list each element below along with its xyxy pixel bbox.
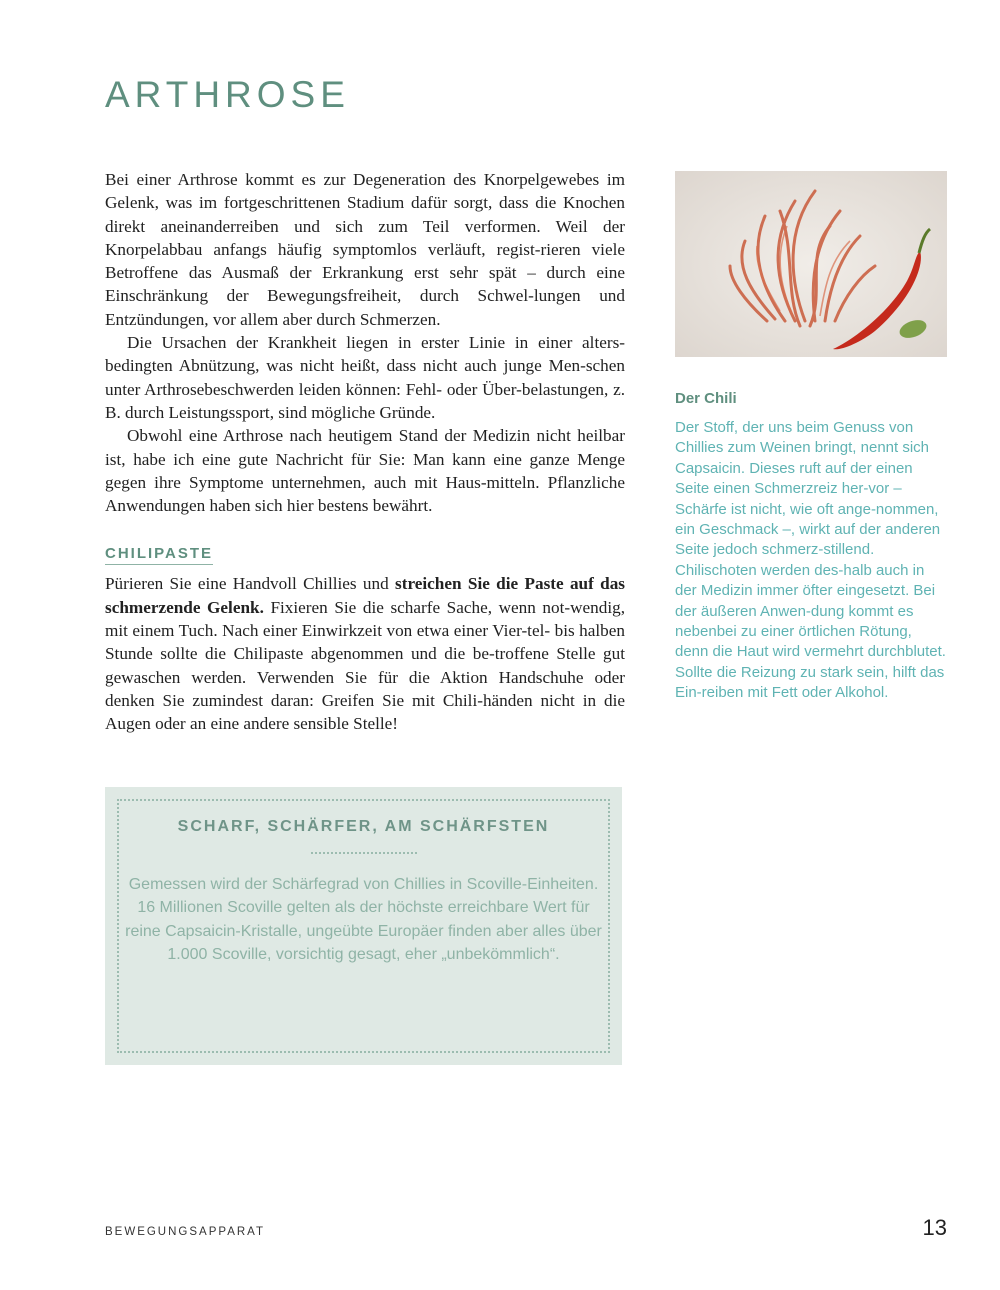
footer-section-label: BEWEGUNGSAPPARAT xyxy=(105,1226,266,1238)
paragraph-intro: Bei einer Arthrose kommt es zur Degeneration des Knorpelgewebes im Gelenk, was im fortgeschrittenen Stadium dafür sorgt, dass die Knochen direkt aneinanderreiben und sich zum Teil verformen. Weil der Knorpelabbau anfangs häufig symptomlos verläuft, regist-rieren viele Betroffene das Ausmaß der Erkrankung erst sehr spät – durch eine Einschränkung der Bewegungsfreiheit, durch Schwel-lungen und Entzündungen, vor allem aber durch Schmerzen. xyxy=(105,170,625,329)
info-box-text: Gemessen wird der Schärfegrad von Chillies in Scoville-Einheiten. 16 Millionen Scoville gelten als der höchste erreichbare Wert für reine Capsaicin-Kristalle, ungeübte Europäer finden aber alles über 1.000 Scoville, vorsichtig gesagt, eher „unbekömmlich“. xyxy=(125,876,602,963)
paragraph-chilipaste xyxy=(105,572,625,735)
sidebar-note xyxy=(675,390,947,704)
paragraph-causes: Die Ursachen der Krankheit liegen in erster Linie in einer alters-bedingten Abnützung, was nicht heißt, dass nicht auch junge Men-schen unter Arthrosebeschwerden leiden können: Fehl- oder Über-belastungen, z. B. durch Leistungssport, sind mögliche Gründe. xyxy=(105,333,625,422)
sidebar-heading: Der Chili xyxy=(675,390,737,407)
sidebar-text: Der Stoff, der uns beim Genuss von Chillies zum Weinen bringt, nennt sich Capsaicin. Dieses ruft auf der einen Seite einen Schmerzreiz her-vor – Schärfe ist nicht, wie oft ange-nommen, ein Geschmack –, wirkt auf der anderen Seite jedoch schmerz-stillend. Chilischoten werden des-halb auch in der Medizin immer öfter eingesetzt. Bei der äußeren Anwen-dung kommt es nebenbei zu einer örtlichen Rötung, denn die Haut wird vermehrt durchblutet. Sollte die Reizung zu stark sein, hilft das Ein-reiben mit Fett oder Alkohol. xyxy=(675,419,946,702)
info-box-separator xyxy=(311,852,417,854)
paragraph-treatment: Obwohl eine Arthrose nach heutigem Stand der Medizin nicht heilbar ist, habe ich eine gute Nachricht für Sie: Man kann eine ganze Menge gegen ihre Symptome unternehmen, auch mit Haus-mitteln. Pflanzliche Anwendungen haben sich hier bestens bewährt. xyxy=(105,426,625,516)
section-heading-chilipaste: CHILIPASTE xyxy=(105,545,213,565)
page-title: ARTHROSE xyxy=(105,74,350,115)
chili-powder-photo xyxy=(675,171,947,357)
page-number: 13 xyxy=(922,1215,947,1240)
info-box xyxy=(105,787,622,1065)
main-text-column xyxy=(105,168,625,736)
chili-rest-text: Fixieren Sie die scharfe Sache, wenn not-wendig, mit einem Tuch. Nach einer Einwirkzeit von etwa einer Vier-tel- bis halben Stunde sollte die Chilipaste abgenommen und die be-troffene Stelle gut gewaschen werden. Verwenden Sie für die Aktion Handschuhe oder denken Sie zumindest daran: Greifen Sie mit Chili-händen nicht in die Augen oder an eine andere sensible Stelle! xyxy=(105,597,626,734)
info-box-title: SCHARF, SCHÄRFER, AM SCHÄRFSTEN xyxy=(177,818,550,835)
chili-intro-text: Pürieren Sie eine Handvoll Chillies und xyxy=(105,574,396,594)
chili-bold-text: streichen Sie die Paste auf das schmerzende Gelenk. xyxy=(105,574,625,617)
